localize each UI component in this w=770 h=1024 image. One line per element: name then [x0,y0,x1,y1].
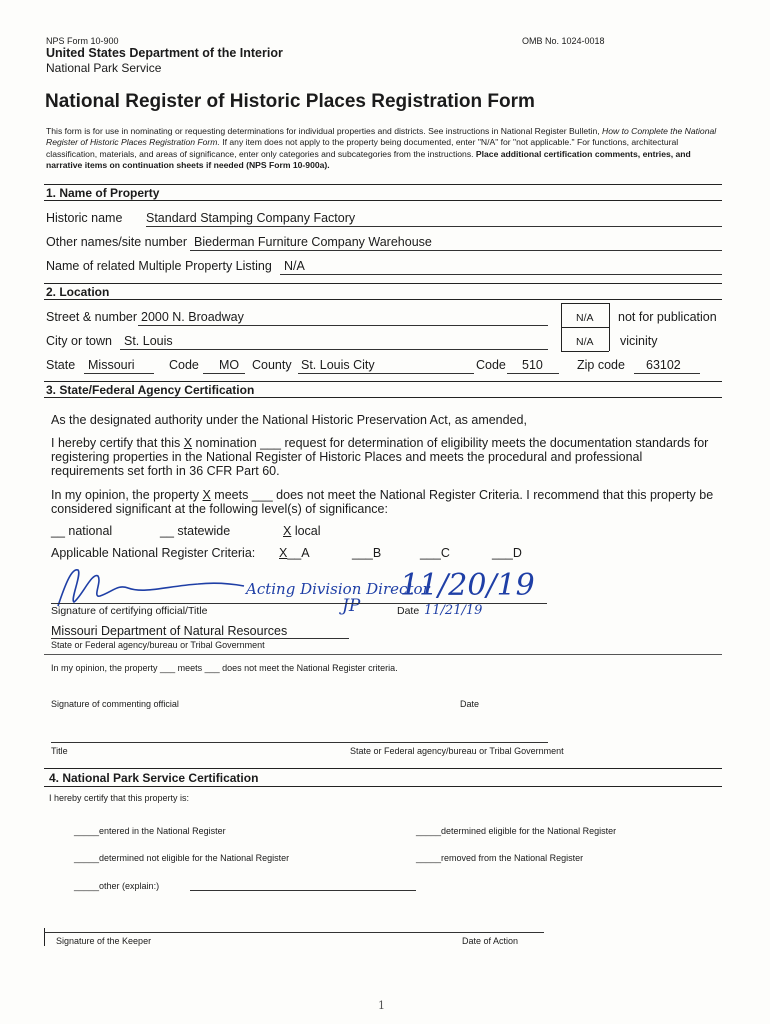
comment-date-label: Date [460,699,480,709]
criteria-c[interactable]: ___C [420,546,450,560]
level-local-label: local [294,524,321,538]
opt-other-label: other (explain:) [99,881,160,891]
signature-title-hand: Acting Division Director [246,580,430,598]
keeper-signature-label: Signature of the Keeper [56,936,152,946]
date2-hand: 11/21/19 [424,603,483,618]
opt-eligible[interactable]: _____determined eligible for the National Register [416,826,617,836]
opinion-meets-mark[interactable]: X [202,488,211,502]
zip-label: Zip code [577,358,625,372]
criteria-a-mark: X [279,546,288,560]
section2-heading: 2. Location [46,285,110,299]
instructions [46,126,724,172]
instructions-bold: Place additional certification comments, entries, and narrative items on continuation sheets if needed (NPS Form 10-900a). [46,148,691,171]
level-national[interactable]: __ national [51,524,113,538]
instructions-text-2: If any item does not apply to the property being documented, enter "N/A" for "not applicable." For functions, architectural classification, materials, and areas of significance, enter only categories and subcategories from the instructions. [46,137,679,159]
criteria-d[interactable]: ___D [492,546,522,560]
level-statewide-label: statewide [177,524,231,538]
comment-agency-label: State or Federal agency/bureau or Tribal Government [350,746,564,756]
opt-other[interactable]: _____other (explain:) [74,881,160,891]
city-field[interactable]: St. Louis [124,334,173,348]
level-local-mark: X [283,524,292,538]
section3-heading: 3. State/Federal Agency Certification [46,383,255,397]
instructions-italic: How to Complete the National Register of Historic Places Registration Form. [46,126,717,148]
criteria-label: Applicable National Register Criteria: [51,546,256,560]
criteria-c-label: C [440,546,450,560]
instructions-text: This form is for use in nominating or requesting determinations for individual properties and districts. See instructions in National Register Bulletin, [46,126,602,136]
state-code-field[interactable]: MO [219,358,240,372]
opinion-statement: In my opinion, the property X meets ___ does not meet the National Register Criteria. I recommend that this property be considered significant at the following level(s) of significance: [51,488,714,516]
omb-number: OMB No. 1024-0018 [522,36,605,46]
state-label: State [46,358,76,372]
opt-entered[interactable]: _____entered in the National Register [74,826,226,836]
cert-statement: I hereby certify that this X nomination ___ request for determination of eligibility meets the documentation standards for registering properties in the National Register of Historic Places and meets the procedural and professional requirements set forth in 36 CFR Part 60. [51,436,709,478]
level-local[interactable] [283,524,321,538]
department: United States Department of the Interior [46,46,283,60]
cert-intro: As the designated authority under the National Historic Preservation Act, as amended, [51,413,527,427]
criteria-d-label: D [512,546,522,560]
opinion-text-c: does not meet the National Register Criteria. I recommend that this property be considered significant at the following level(s) of significance: [51,488,714,516]
level-national-label: national [68,524,113,538]
signature-date-hand: 11/20/19 [400,568,535,603]
form-number: NPS Form 10-900 [46,36,119,46]
cert-nomination-mark[interactable]: X [183,436,193,450]
opt-not-eligible-label: determined not eligible for the National Register [99,853,290,863]
nfp-label: not for publication [618,310,717,324]
page-number: 1 [378,999,385,1012]
street-field[interactable]: 2000 N. Broadway [141,310,244,324]
section1-heading: 1. Name of Property [46,186,160,200]
page-title: National Register of Historic Places Registration Form [45,91,535,112]
state-code-label: Code [169,358,199,372]
initials-hand: JP [342,596,361,616]
cert-text-b: nomination [192,436,261,450]
criteria-b-label: B [372,546,382,560]
criteria-b[interactable]: ___B [352,546,382,560]
signature-label: Signature of certifying official/Title [51,605,208,617]
mpl-label: Name of related Multiple Property Listing [46,259,272,273]
city-label: City or town [46,334,112,348]
criteria-a-label: A [301,546,310,560]
vicinity-label: vicinity [620,334,658,348]
vicinity-value[interactable]: N/A [576,336,594,348]
historic-name-label: Historic name [46,211,123,225]
county-field[interactable]: St. Louis City [301,358,375,372]
criteria-a[interactable]: X__A [279,546,310,560]
historic-name-field[interactable]: Standard Stamping Company Factory [146,211,356,225]
nfp-value[interactable]: N/A [576,312,594,324]
certifying-agency[interactable]: Missouri Department of Natural Resources [51,624,288,638]
opt-entered-label: entered in the National Register [99,826,226,836]
opt-removed[interactable]: _____removed from the National Register [416,853,584,863]
state-field[interactable]: Missouri [88,358,135,372]
county-label: County [252,358,292,372]
date-label: Date [397,605,420,617]
agency: National Park Service [46,61,162,75]
other-names-field[interactable]: Biederman Furniture Company Warehouse [194,235,432,249]
section4-heading: 4. National Park Service Certification [49,771,259,785]
zip-field[interactable]: 63102 [646,358,681,372]
certifying-agency-label: State or Federal agency/bureau or Tribal Government [51,640,265,650]
title-label: Title [51,746,68,756]
opt-eligible-label: determined eligible for the National Register [441,826,617,836]
comment-opinion: In my opinion, the property ___ meets ___ does not meet the National Register criteria. [51,663,398,673]
opinion-text-b: meets [210,488,252,502]
street-label: Street & number [46,310,138,324]
opt-not-eligible[interactable]: _____determined not eligible for the National Register [74,853,290,863]
date-of-action-label: Date of Action [462,936,519,946]
mpl-field[interactable]: N/A [284,259,305,273]
opinion-text-a: In my opinion, the property [51,488,203,502]
level-statewide[interactable]: __ statewide [160,524,231,538]
other-names-label: Other names/site number [46,235,188,249]
cert-text-a: I hereby certify that this [51,436,184,450]
cert-text-c: request for determination of eligibility meets the documentation standards for registering properties in the National Register of Historic Places and meets the procedural and professional requirements set forth in 36 CFR Part 60. [51,436,709,478]
county-code-field[interactable]: 510 [522,358,543,372]
comment-signature-label: Signature of commenting official [51,699,179,709]
nps-intro: I hereby certify that this property is: [49,793,190,803]
opt-removed-label: removed from the National Register [441,853,584,863]
county-code-label: Code [476,358,506,372]
